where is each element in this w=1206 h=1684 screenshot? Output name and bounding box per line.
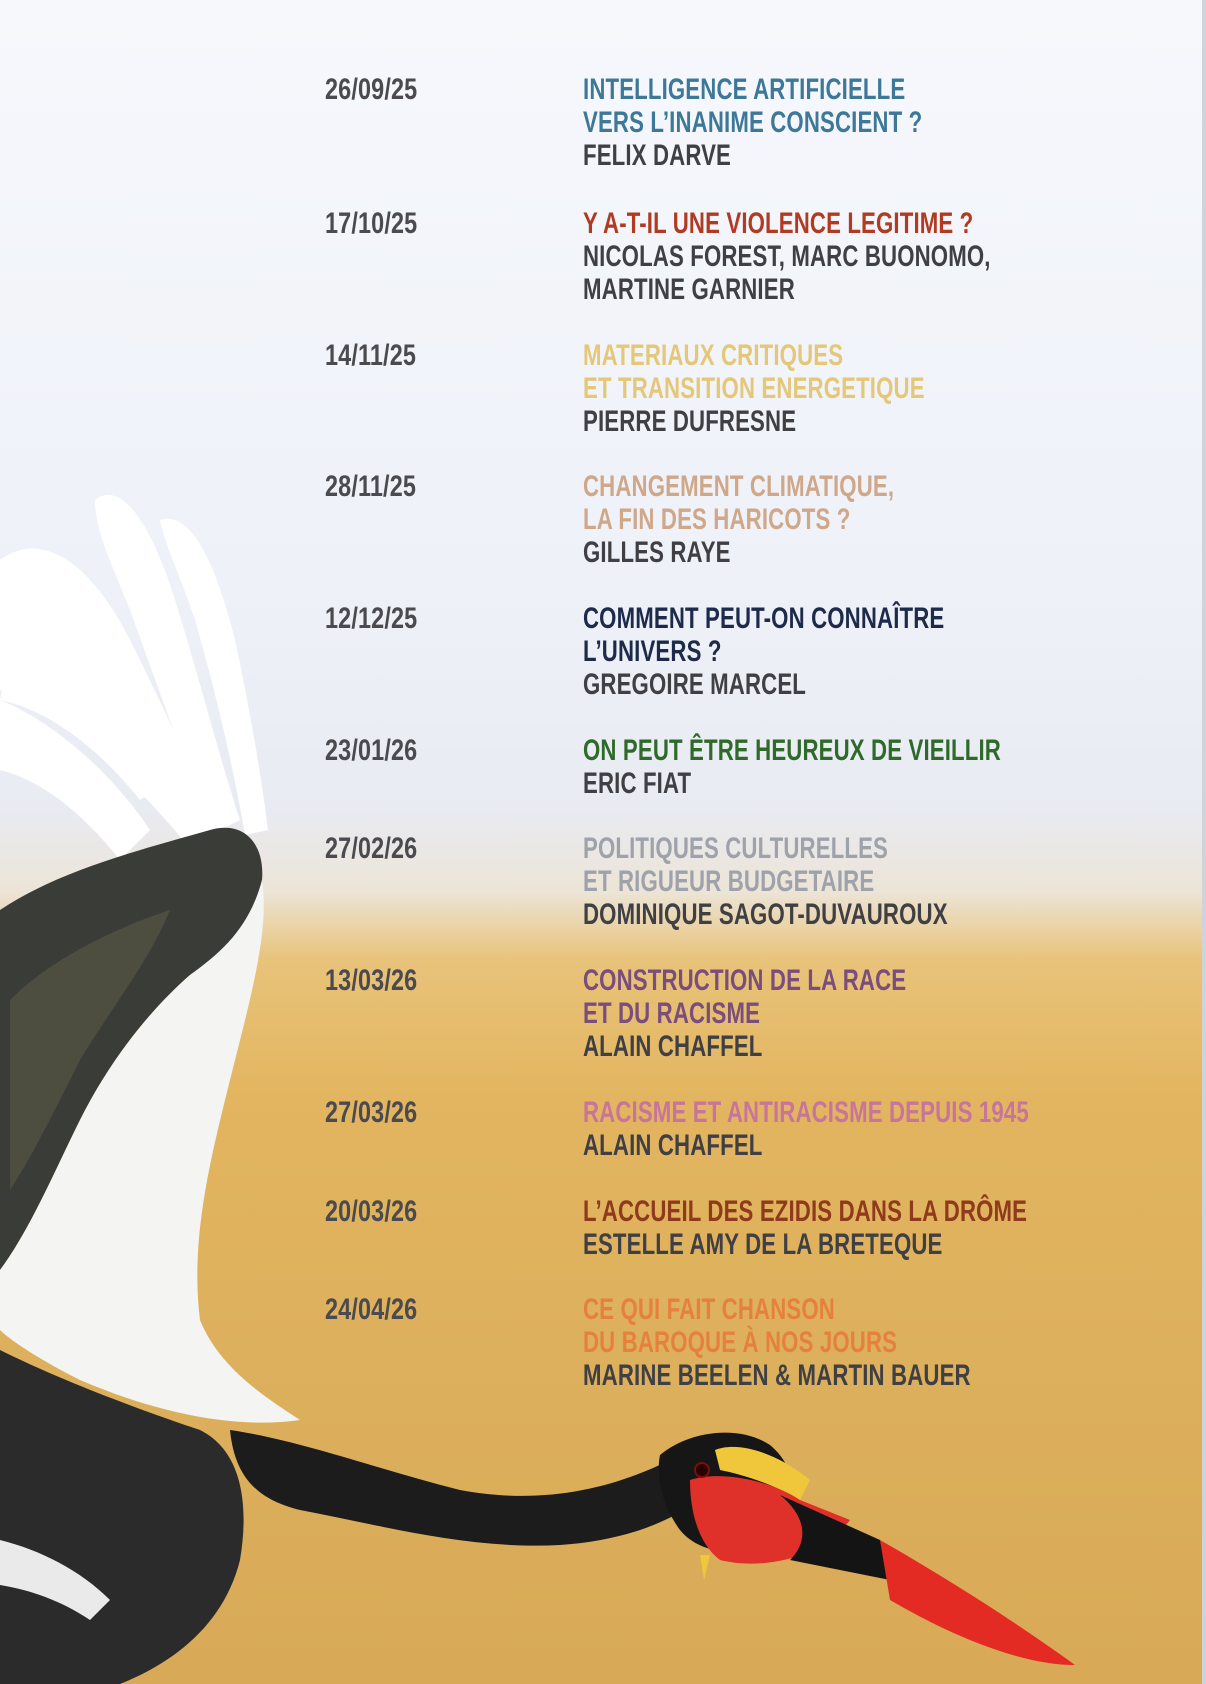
event-title: POLITIQUES CULTURELLES ET RIGUEUR BUDGETAIRE — [583, 832, 889, 898]
event-date: 28/11/25 — [325, 470, 417, 503]
event-title: CONSTRUCTION DE LA RACE ET DU RACISME — [583, 964, 907, 1030]
event-body — [583, 964, 906, 1063]
event-title: CE QUI FAIT CHANSON DU BAROQUE À NOS JOURS — [583, 1293, 898, 1359]
event-body — [583, 832, 948, 931]
event-title: COMMENT PEUT-ON CONNAÎTRE L’UNIVERS ? — [583, 602, 945, 668]
event-body — [583, 734, 1001, 800]
event-body — [583, 1293, 971, 1392]
event-title: INTELLIGENCE ARTIFICIELLE VERS L’INANIME CONSCIENT ? — [583, 73, 923, 139]
event-speaker: ALAIN CHAFFEL — [583, 1030, 763, 1063]
event-body — [583, 73, 922, 172]
event-date: 12/12/25 — [325, 602, 418, 635]
event-date: 27/02/26 — [325, 832, 418, 865]
event-speaker: NICOLAS FOREST, MARC BUONOMO, MARTINE GARNIER — [583, 240, 991, 306]
event-speaker: PIERRE DUFRESNE — [583, 405, 797, 438]
event-speaker: DOMINIQUE SAGOT-DUVAUROUX — [583, 898, 948, 931]
event-body — [583, 207, 991, 306]
event-body — [583, 339, 925, 438]
event-title: ON PEUT ÊTRE HEUREUX DE VIEILLIR — [583, 734, 1001, 767]
event-speaker: FELIX DARVE — [583, 139, 732, 172]
event-body — [583, 470, 894, 569]
event-date: 14/11/25 — [325, 339, 417, 372]
event-speaker: GREGOIRE MARCEL — [583, 668, 807, 701]
event-title: L’ACCUEIL DES EZIDIS DANS LA DRÔME — [583, 1195, 1028, 1228]
event-date: 27/03/26 — [325, 1096, 418, 1129]
event-date: 26/09/25 — [325, 73, 418, 106]
event-speaker: GILLES RAYE — [583, 536, 731, 569]
event-title: MATERIAUX CRITIQUES ET TRANSITION ENERGETIQUE — [583, 339, 925, 405]
event-body — [583, 602, 944, 701]
event-speaker: ESTELLE AMY DE LA BRETEQUE — [583, 1228, 943, 1261]
event-title: RACISME ET ANTIRACISME DEPUIS 1945 — [583, 1096, 1029, 1129]
event-date: 13/03/26 — [325, 964, 418, 997]
event-body — [583, 1195, 1027, 1261]
event-date: 24/04/26 — [325, 1293, 418, 1326]
event-date: 17/10/25 — [325, 207, 418, 240]
event-body — [583, 1096, 1029, 1162]
event-date: 20/03/26 — [325, 1195, 418, 1228]
event-speaker: ALAIN CHAFFEL — [583, 1129, 763, 1162]
event-title: Y A-T-IL UNE VIOLENCE LEGITIME ? — [583, 207, 974, 240]
event-date: 23/01/26 — [325, 734, 418, 767]
event-speaker: MARINE BEELEN & MARTIN BAUER — [583, 1359, 971, 1392]
event-speaker: ERIC FIAT — [583, 767, 692, 800]
event-title: CHANGEMENT CLIMATIQUE, LA FIN DES HARICOTS ? — [583, 470, 895, 536]
